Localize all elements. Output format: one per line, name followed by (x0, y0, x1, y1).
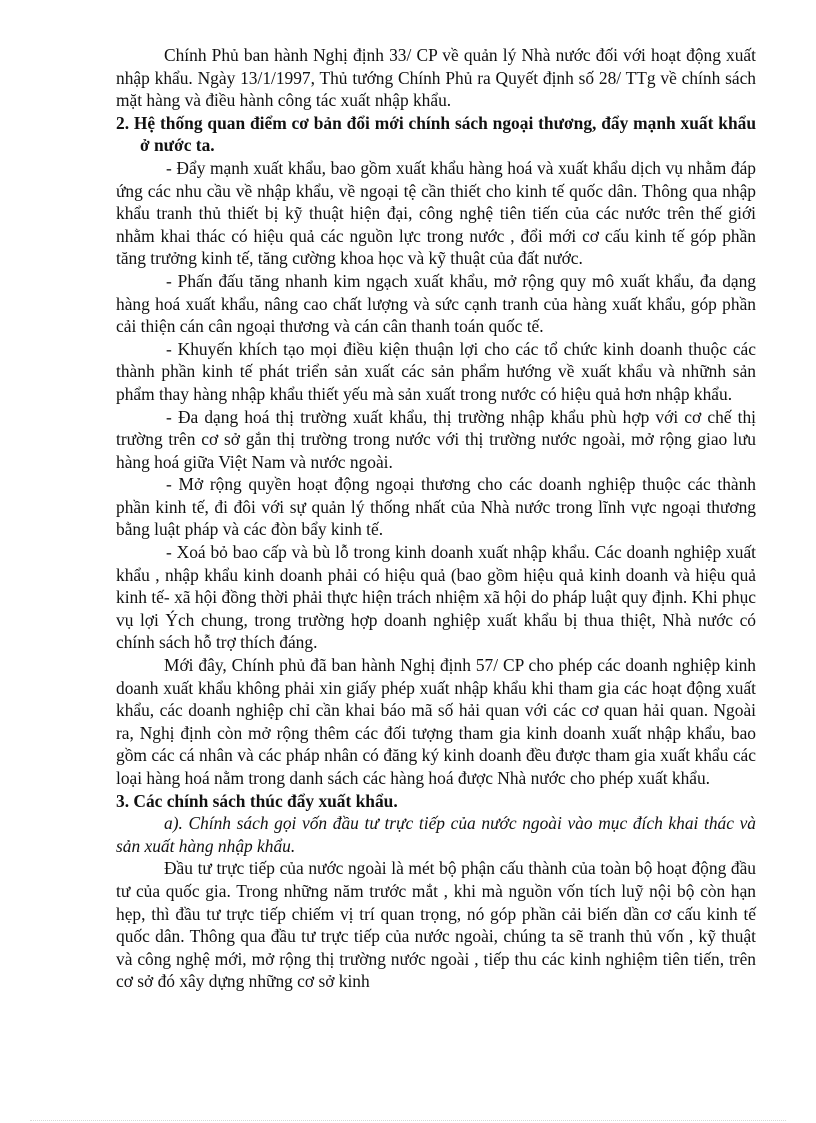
section-heading-2: 2. Hệ thống quan điểm cơ bản đổi mới chính sách ngoại thương, đẩy mạnh xuất khẩu ở nước ta. (116, 112, 756, 156)
bullet-paragraph: - Phấn đấu tăng nhanh kim ngạch xuất khẩu, mở rộng quy mô xuất khẩu, đa dạng hàng hoá xuất khẩu, nâng cao chất lượng và sức cạnh tranh của hàng xuất khẩu, góp phần cải thiện cán cân ngoại thương và cán cân thanh toán quốc tế. (116, 270, 756, 337)
paragraph-decree-57: Mới đây, Chính phủ đã ban hành Nghị định 57/ CP cho phép các doanh nghiệp kinh doanh xuất khẩu không phải xin giấy phép xuất nhập khẩu khi tham gia các hoạt động xuất khẩu, các doanh nghiệp chỉ cần khai báo mã số hải quan với các cơ quan hải quan. Ngoài ra, Nghị định còn mở rộng thêm các đối tượng tham gia kinh doanh xuất nhập khẩu, bao gồm các cá nhân và các pháp nhân có đăng ký kinh doanh đều được tham gia xuất khẩu các loại hàng hoá nằm trong danh sách các hàng hoá được Nhà nước cho phép xuất khẩu. (116, 655, 756, 788)
bullet-paragraph: - Đa dạng hoá thị trường xuất khẩu, thị trường nhập khẩu phù hợp với cơ chế thị trường trên cơ sở gắn thị trường trong nước với thị trường nước ngoài, mở rộng giao lưu hàng hoá giữa Việt Nam và nước ngoài. (116, 406, 756, 472)
page-bottom-divider (30, 1120, 786, 1121)
section-heading-3: 3. Các chính sách thúc đẩy xuất khẩu. (116, 790, 398, 811)
paragraph-intro: Chính Phủ ban hành Nghị định 33/ CP về quản lý Nhà nước đối với hoạt động xuất nhập khẩu. Ngày 13/1/1997, Thủ tướng Chính Phủ ra Quyết định số 28/ TTg về chính sách mặt hàng và điều hành công tác xuất nhập khẩu. (116, 45, 756, 111)
subheading-a: a). Chính sách gọi vốn đầu tư trực tiếp của nước ngoài vào mục đích khai thác và sản xuất hàng nhập khẩu. (116, 813, 756, 856)
bullet-paragraph: - Xoá bỏ bao cấp và bù lỗ trong kinh doanh xuất nhập khẩu. Các doanh nghiệp xuất khẩu , nhập khẩu kinh doanh phải có hiệu quả (bao gồm hiệu quả kinh doanh và hiệu quả kinh tế- xã hội đồng thời phải thực hiện trách nhiệm xã hội do pháp luật quy định. Khi phục vụ lợi Ých chung, trong trường hợp doanh nghiệp xuất khẩu bị thua thiệt, Nhà nước có chính sách hỗ trợ thích đáng. (116, 542, 756, 653)
bullet-paragraph: - Mở rộng quyền hoạt động ngoại thương cho các doanh nghiệp thuộc các thành phần kinh tế, đi đôi với sự quản lý thống nhất của Nhà nước trong lĩnh vực ngoại thương bằng luật pháp và các đòn bẩy kinh tế. (116, 474, 756, 540)
paragraph-fdi: Đầu tư trực tiếp của nước ngoài là mét bộ phận cấu thành của toàn bộ hoạt động đầu tư của quốc gia. Trong những năm trước mắt , khi mà nguồn vốn tích luỹ nội bộ còn hạn hẹp, thì đầu tư trực tiếp chiếm vị trí quan trọng, nó góp phần cải biến dần cơ cấu kinh tế quốc dân. Thông qua đầu tư trực tiếp của nước ngoài, chúng ta sẽ tranh thủ vốn , kỹ thuật và công nghệ mới, mở rộng thị trường nước ngoài , tiếp thu các kinh nghiệm tiên tiến, trên cơ sở đó xây dựng những cơ sở kinh (116, 858, 756, 992)
bullet-paragraph: - Đẩy mạnh xuất khẩu, bao gồm xuất khẩu hàng hoá và xuất khẩu dịch vụ nhằm đáp ứng các nhu cầu về nhập khẩu, về ngoại tệ cần thiết cho kinh tế quốc dân. Thông qua nhập khẩu tranh thủ thiết bị kỹ thuật hiện đại, công nghệ tiên tiến của các nước trên thế giới nhằm khai thác có hiệu quả các nguồn lực trong nước , đổi mới cơ cấu kinh tế góp phần tăng trưởng kinh tế, tăng cường khoa học và kỹ thuật của đất nước. (116, 157, 756, 269)
bullet-paragraph: - Khuyến khích tạo mọi điều kiện thuận lợi cho các tổ chức kinh doanh thuộc các thành phần kinh tế phát triển sản xuất các sản phẩm hướng về xuất khẩu và nhữnh sản phẩm thay hàng nhập khẩu thiết yếu mà sản xuất trong nước có hiệu quả hơn nhập khẩu. (116, 338, 756, 404)
document-page (116, 44, 756, 993)
